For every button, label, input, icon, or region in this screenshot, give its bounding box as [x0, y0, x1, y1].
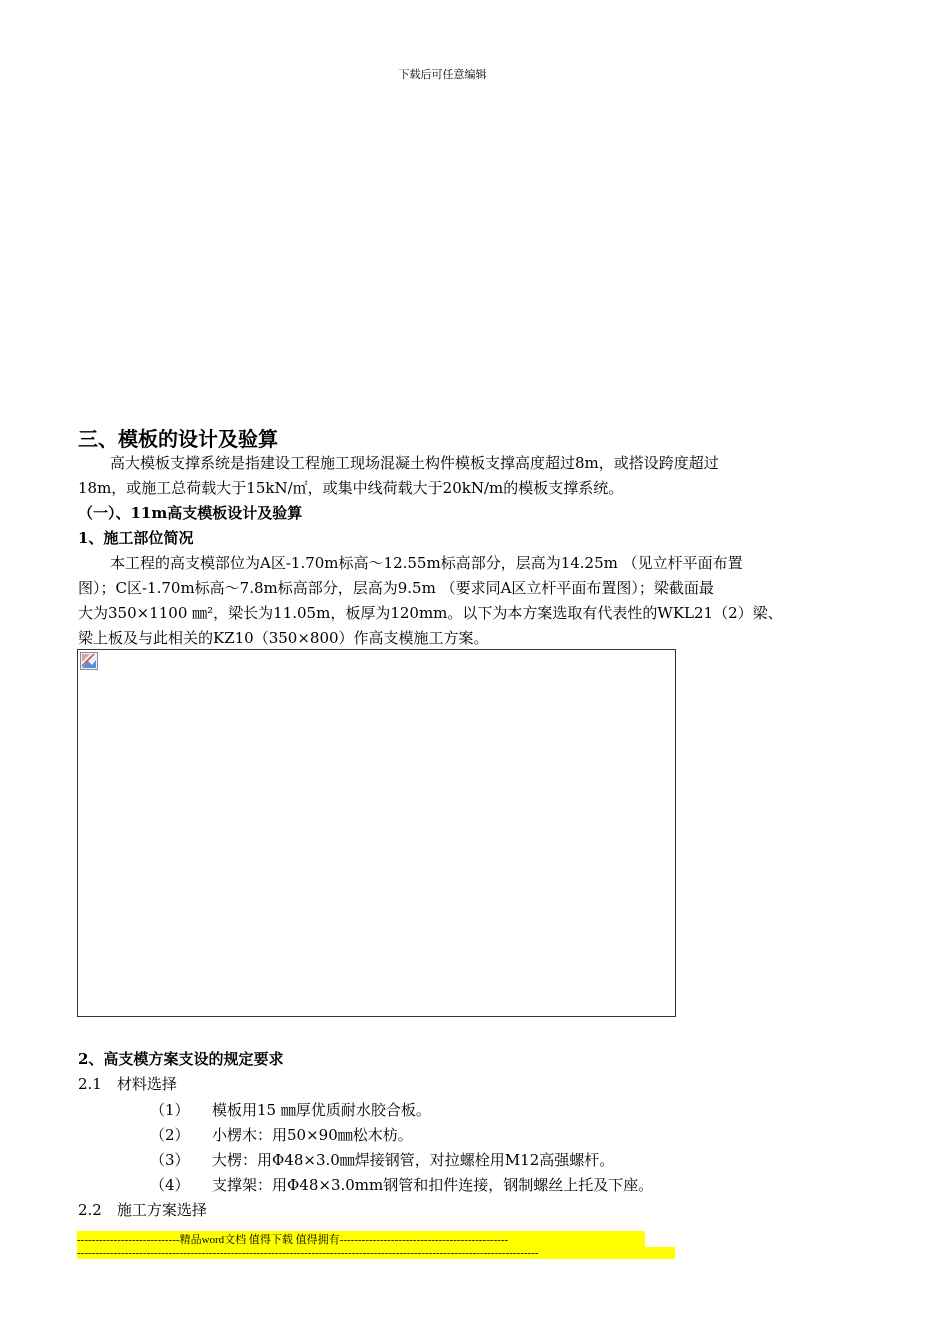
para-line-2: 图）；C区-1.70m标高～7.8m标高部分，层高为9.5m （要求同A区立杆平面布置图）；梁截面最 [78, 579, 714, 597]
subsection-heading-2: 2、高支模方案支设的规定要求 [78, 1050, 284, 1068]
subsection-heading-1: 1、施工部位简况 [78, 529, 194, 547]
list-item-text: 模板用15 ㎜厚优质耐水胶合板。 [212, 1101, 431, 1119]
para-line-3: 大为350×1100 ㎜²，梁长为11.05m，板厚为120mm。以下为本方案选取有代表性的WKL21（2）梁、 [78, 604, 783, 622]
list-item-text: 小楞木：用50×90㎜松木枋。 [212, 1126, 413, 1144]
list-item-number: （1） [150, 1101, 190, 1119]
list-item-number: （2） [150, 1126, 190, 1144]
footer-line-2: ------------------------------------------------------------------------------------------------------------------------------ [77, 1247, 675, 1259]
section-title: 三、模板的设计及验算 [78, 427, 278, 451]
para-line-4: 梁上板及与此相关的KZ10（350×800）作高支模施工方案。 [78, 629, 489, 647]
list-item-text: 支撑架：用Φ48×3.0mm钢管和扣件连接，钢制螺丝上托及下座。 [212, 1176, 654, 1194]
broken-image-icon [80, 652, 98, 670]
list-item-number: （4） [150, 1176, 190, 1194]
page-header: 下载后可任意编辑 [398, 68, 487, 81]
intro-line-1: 高大模板支撑系统是指建设工程施工现场混凝土构件模板支撑高度超过8m，或搭设跨度超过 [110, 454, 719, 472]
intro-line-2: 18m，或施工总荷载大于15kN/㎡，或集中线荷载大于20kN/m的模板支撑系统。 [78, 479, 624, 497]
list-item-number: （3） [150, 1151, 190, 1169]
subsection-title: （一）、11m高支模板设计及验算 [78, 504, 303, 522]
list-item-text: 大楞：用Φ48×3.0㎜焊接钢管，对拉螺栓用M12高强螺杆。 [212, 1151, 615, 1169]
para-line-1: 本工程的高支模部位为A区-1.70m标高～12.55m标高部分，层高为14.25m （见立杆平面布置 [110, 554, 743, 572]
footer-line-1: ----------------------------精品word文档 值得下载 值得拥有---------------------------------------------- [77, 1231, 645, 1247]
image-placeholder [77, 649, 676, 1017]
subsection-2-1: 2.1 材料选择 [78, 1075, 177, 1093]
subsection-2-2: 2.2 施工方案选择 [78, 1201, 207, 1219]
